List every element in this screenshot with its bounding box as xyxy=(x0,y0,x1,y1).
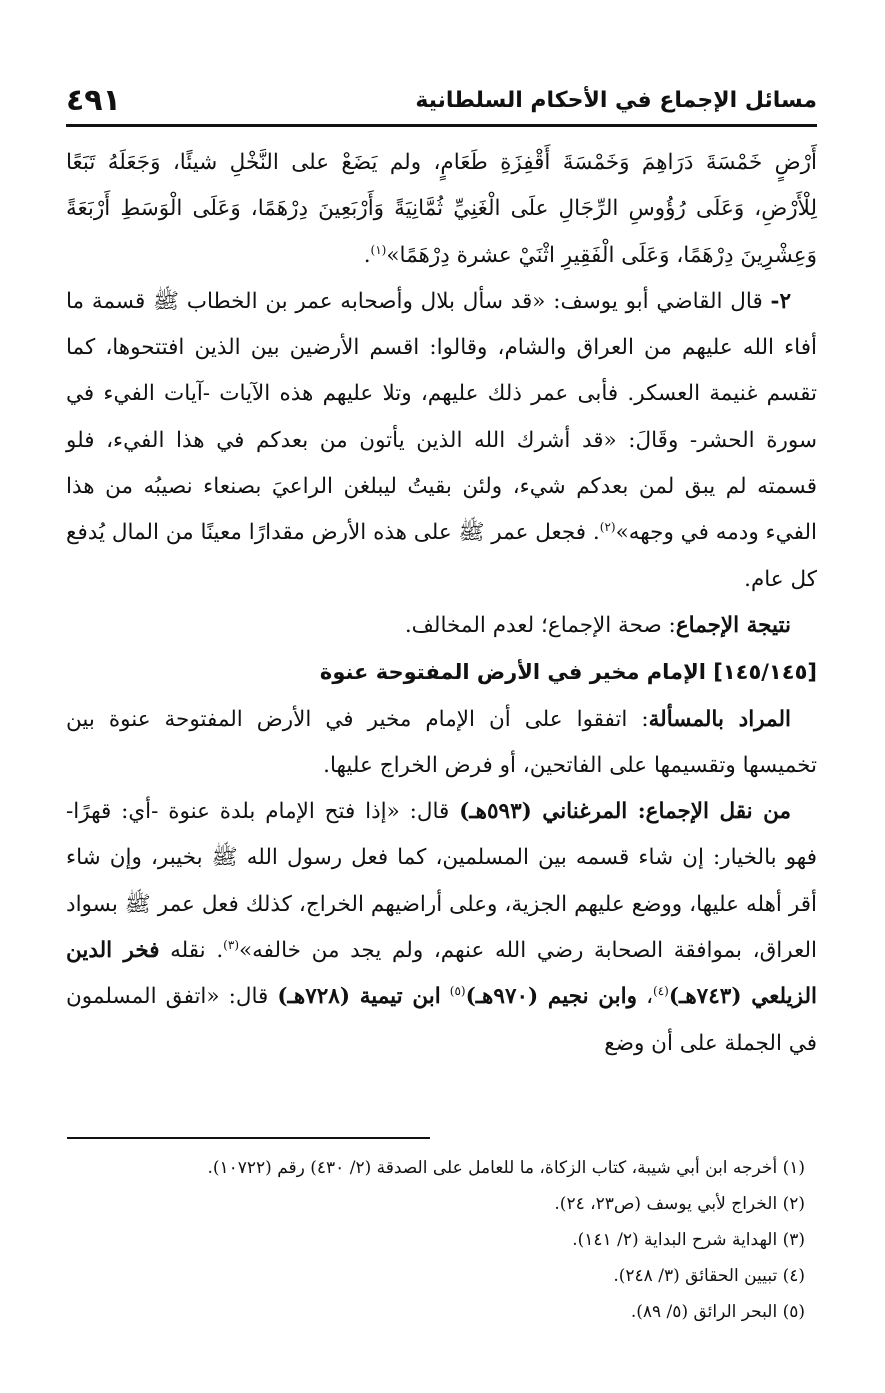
paragraph-text: قال القاضي أبو يوسف: «قد سأل بلال وأصحابه عمر بن الخطاب ﷺ قسمة ما أفاء الله عليهم من العراق والشام، وقالوا: اقسم الأرضين بين الذين افتتحوها، كما تقسم غنيمة العسكر. فأبى عمر ذلك عليهم، وتلا عليهم هذه الآيات -آيات الفيء في سورة الحشر- وقَالَ: «قد أشرك الله الذين يأتون من بعدكم في هذا الفيء، فلو قسمته لم يبق لمن بعدكم شيء، ولئن بقيتُ ليبلغن الراعيَ بصنعاء نصيبُه من هذا الفيء ودمه في وجهه» xyxy=(66,288,817,546)
page-header xyxy=(66,78,817,122)
paragraph-result xyxy=(66,603,817,649)
scholar-name: ابن تيمية (٧٢٨هـ) xyxy=(277,984,441,1010)
paragraph-text: قال: «اتفق المسلمون في الجملة على أن وضع xyxy=(66,984,817,1056)
paragraph-text xyxy=(441,984,450,1009)
transmitter-label: من نقل الإجماع: المرغناني (٥٩٣هـ) xyxy=(459,799,791,825)
meaning-label: المراد بالمسألة xyxy=(648,706,791,732)
paragraph-transmitters xyxy=(66,789,817,1067)
footnote-marker: (٤) xyxy=(653,984,669,999)
paragraph-text: . نقله xyxy=(159,938,224,964)
paragraph-abu-yusuf xyxy=(66,279,817,603)
footnote-marker: (٣) xyxy=(223,937,239,952)
footnote: (٣) الهداية شرح البداية (٢/ ١٤١). xyxy=(572,1230,805,1250)
footnote-separator xyxy=(67,1137,430,1139)
footnotes xyxy=(66,1150,817,1330)
result-label: نتيجة الإجماع xyxy=(675,612,791,638)
scholar-name: وابن نجيم (٩٧٠هـ) xyxy=(465,984,638,1010)
paragraph-text: : صحة الإجماع؛ لعدم المخالف. xyxy=(404,612,676,638)
item-number: ٢- xyxy=(770,288,791,314)
footnote-marker: (١) xyxy=(370,242,387,257)
footnote: (٤) تبيين الحقائق (٣/ ٢٤٨). xyxy=(613,1266,805,1286)
main-text xyxy=(66,140,817,1067)
footnote: (٥) البحر الرائق (٥/ ٨٩). xyxy=(630,1302,805,1322)
scholar-name: فخر الدين الزيلعي (٧٤٣هـ) xyxy=(66,938,817,1010)
footnote-marker: (٢) xyxy=(599,520,616,535)
paragraph-text: قال: «إذا فتح الإمام بلدة عنوة -أي: قهرًا- فهو بالخيار: إن شاء قسمه بين المسلمين، كما فعل رسول الله ﷺ بخيبر، وإن شاء أقر أهله عليها، ووضع عليهم الجزية، وعلى أراضيهم الخراج، كذلك فعل عمر ﷺ بسواد العراق، بموافقة الصحابة رضي الله عنهم، ولم يجد من خالفه» xyxy=(66,799,817,964)
footnote: (٢) الخراج لأبي يوسف (ص٢٣، ٢٤). xyxy=(554,1194,805,1214)
paragraph-text: ، xyxy=(637,984,654,1010)
paragraph-text: . فجعل عمر ﷺ على هذه الأرض مقدارًا معينًا من المال يُدفع كل عام. xyxy=(66,520,817,592)
paragraph-continued xyxy=(66,140,817,279)
section-heading xyxy=(66,649,817,696)
page-number: ٤٩١ xyxy=(66,82,121,118)
running-title: مسائل الإجماع في الأحكام السلطانية xyxy=(415,87,817,113)
section-title: [١٤٥/١٤٥] الإمام مخير في الأرض المفتوحة عنوة xyxy=(319,660,817,685)
header-rule xyxy=(66,124,817,127)
footnote: (١) أخرجه ابن أبي شيبة، كتاب الزكاة، ما للعامل على الصدقة (٢/ ٤٣٠) رقم (١٠٧٢٢). xyxy=(207,1158,805,1178)
paragraph-text: : اتفقوا على أن الإمام مخير في الأرض المفتوحة عنوة بين تخميسها وتقسيمها على الفاتحين، أو فرض الخراج عليها. xyxy=(66,706,817,778)
paragraph-text: . xyxy=(363,242,371,268)
paragraph-meaning xyxy=(66,697,817,790)
footnote-marker: (٥) xyxy=(449,984,466,999)
paragraph-text: أَرْضٍ خَمْسَةَ دَرَاهِمَ وَخَمْسَةَ أَقْفِزَةِ طَعَامٍ، ولم يَضَعْ على النَّخْلِ شيئًا، وَجَعَلَهُ تَبَعًا لِلْأَرْضِ، وَعَلَى رُؤُوسِ الرِّجَالِ علَى الْغَنِيِّ ثُمَّانِيَةً وَأَرْبَعِينَ دِرْهَمًا، وَعَلَى الْوَسَطِ أَرْبَعَةً وَعِشْرِينَ دِرْهَمًا، وَعَلَى الْفَقِيرِ اثْنَيْ عشرة دِرْهَمًا» xyxy=(66,150,817,268)
